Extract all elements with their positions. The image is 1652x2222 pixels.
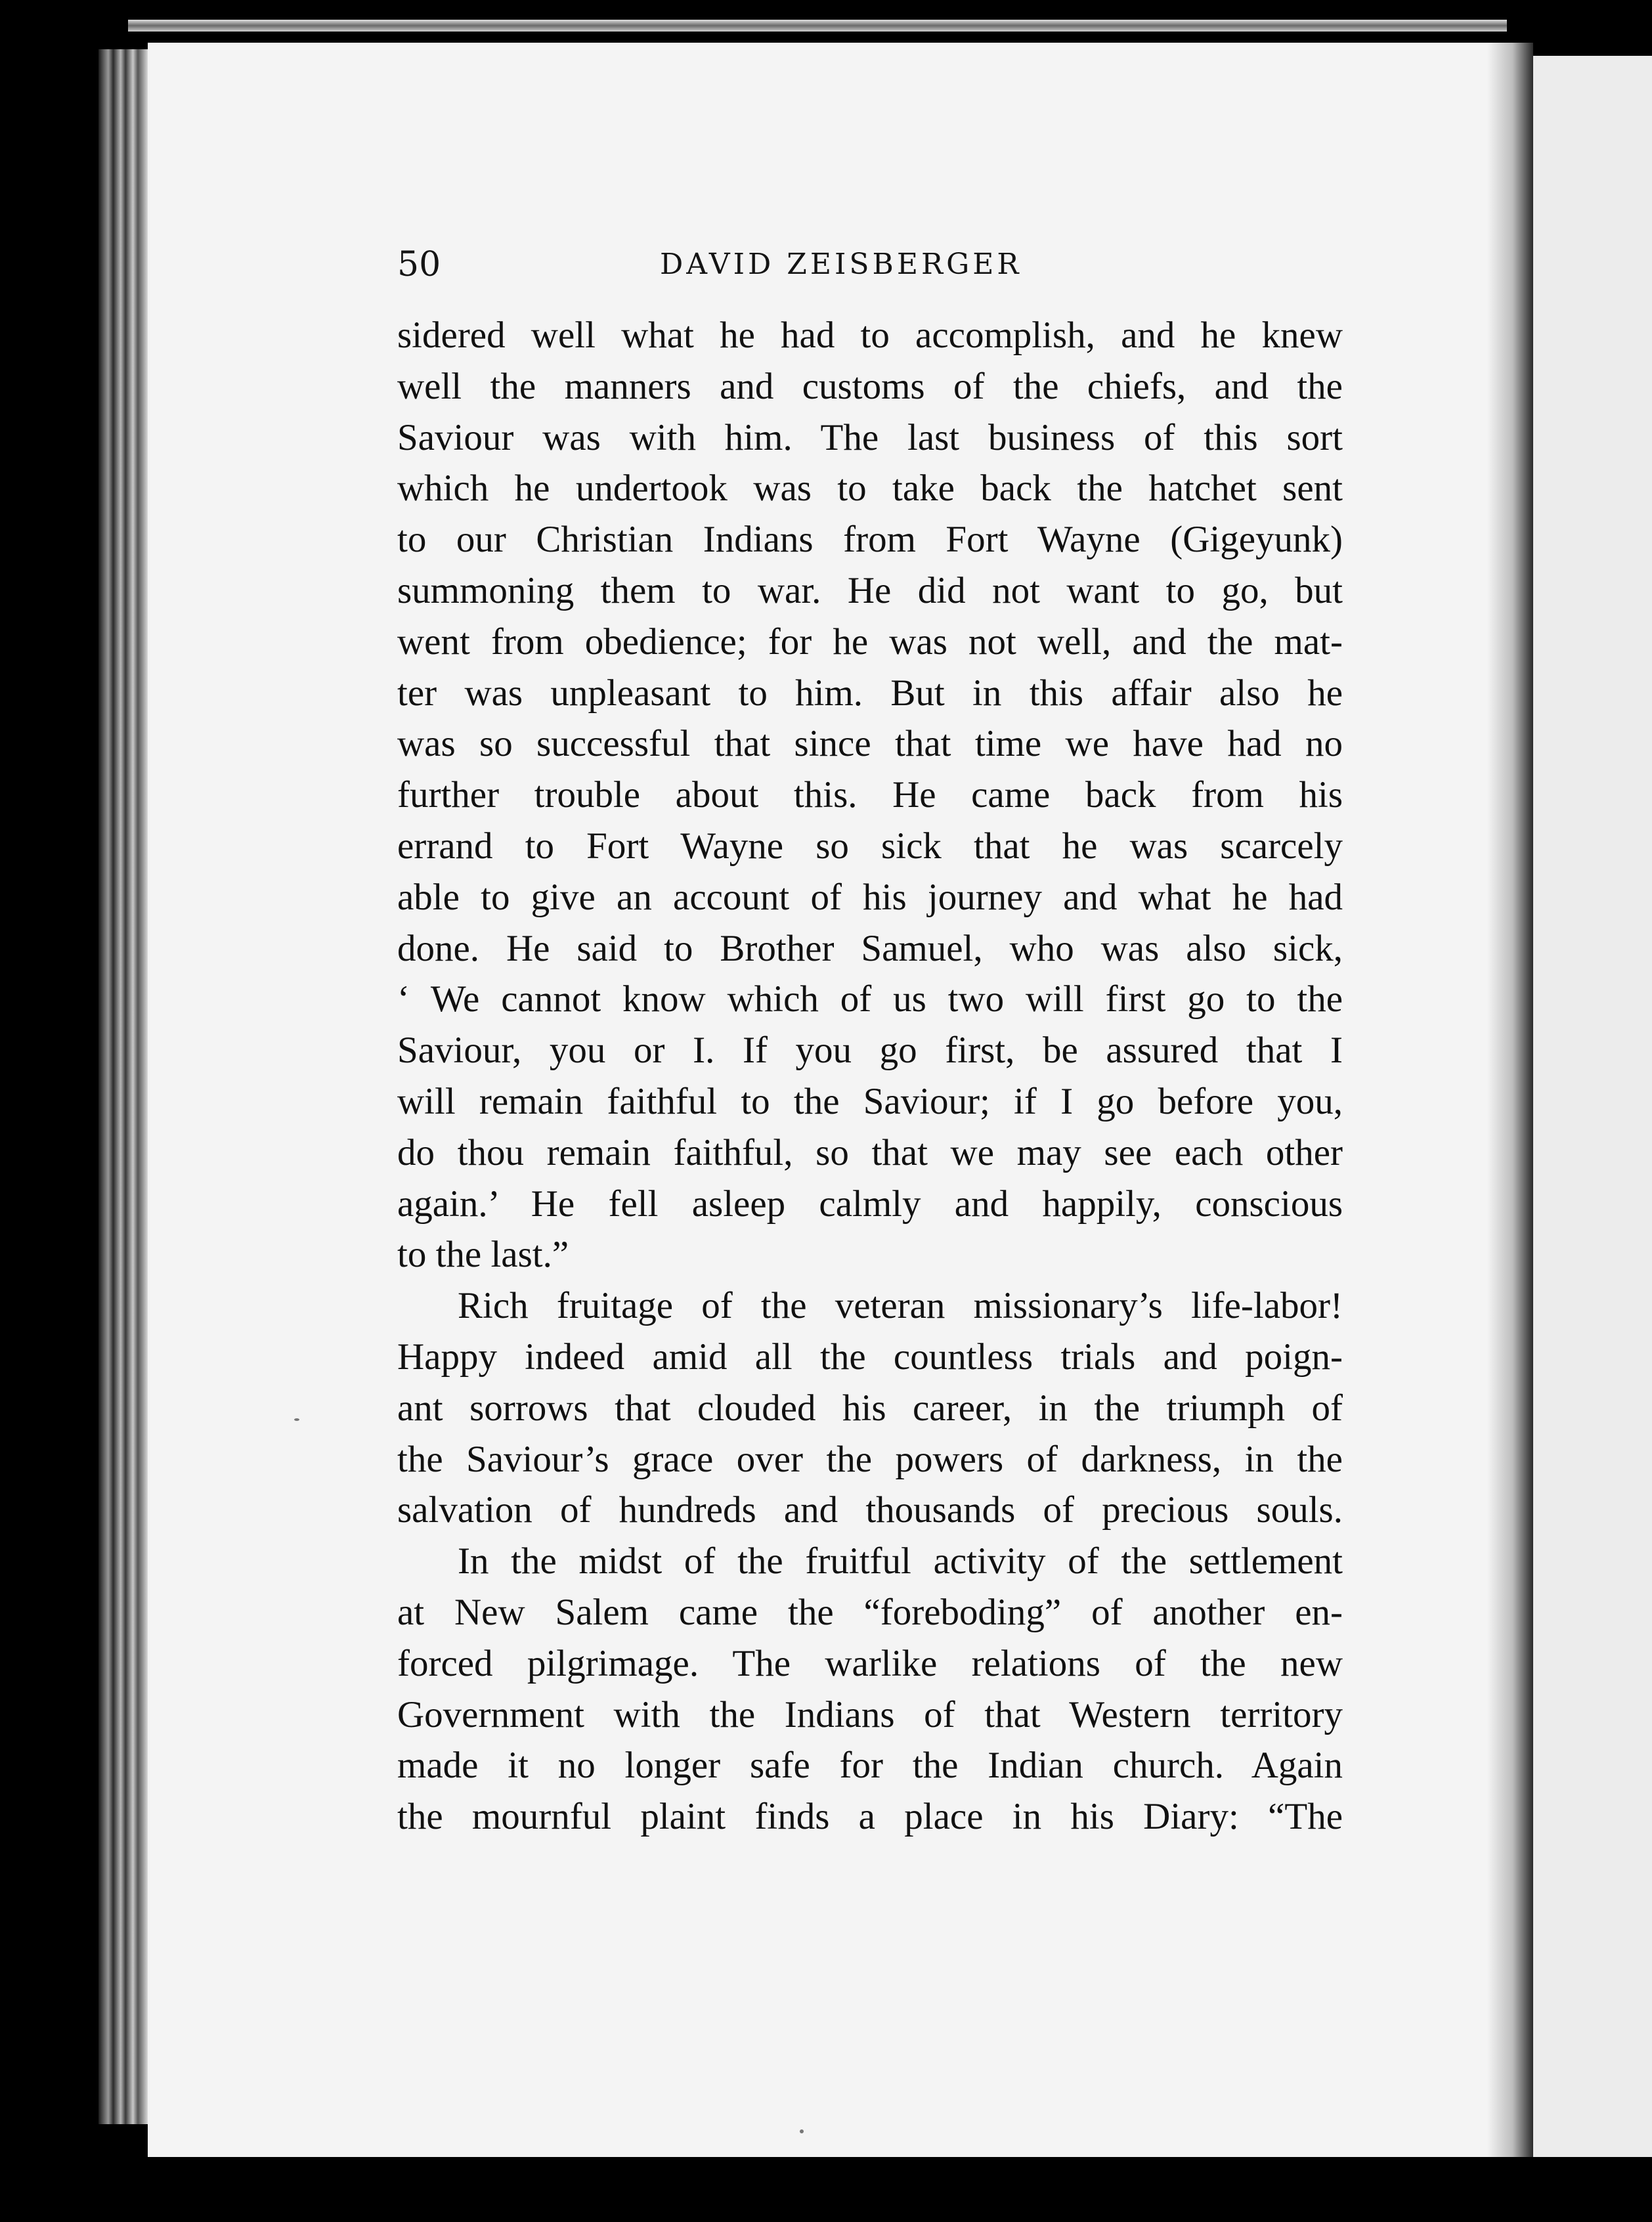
- text-line: salvation of hundreds and thousands of precious souls.: [397, 1489, 1343, 1531]
- text-line: able to give an account of his journey and what he had: [397, 876, 1343, 918]
- text-line: forced pilgrimage. The warlike relations of the new: [397, 1642, 1343, 1684]
- page-header: [397, 242, 1346, 288]
- text-line: was so successful that since that time we have had no: [397, 723, 1343, 765]
- text-line: to the last.”: [397, 1234, 569, 1276]
- text-line: do thou remain faithful, so that we may see each other: [397, 1131, 1343, 1173]
- text-line: again.’ He fell asleep calmly and happily, conscious: [397, 1183, 1343, 1225]
- text-line: ter was unpleasant to him. But in this affair also he: [397, 672, 1343, 714]
- print-speck: [294, 1418, 299, 1421]
- text-line: the mournful plaint finds a place in his Diary: “The: [397, 1796, 1343, 1838]
- text-line: Saviour was with him. The last business of this sort: [397, 416, 1343, 458]
- text-line: will remain faithful to the Saviour; if I go before you,: [397, 1080, 1343, 1122]
- text-line: went from obedience; for he was not well, and the mat-: [397, 621, 1343, 663]
- gutter-shadow: [1487, 43, 1533, 2157]
- text-line: In the midst of the fruitful activity of the settlement: [458, 1540, 1343, 1582]
- text-line: summoning them to war. He did not want to go, but: [397, 569, 1343, 611]
- text-line: Rich fruitage of the veteran missionary’s life-labor!: [458, 1285, 1343, 1327]
- text-line: at New Salem came the “foreboding” of another en-: [397, 1591, 1343, 1633]
- text-line: Government with the Indians of that Western territory: [397, 1693, 1343, 1735]
- print-speck: [800, 2129, 804, 2133]
- running-head: DAVID ZEISBERGER: [660, 248, 1022, 281]
- text-line: done. He said to Brother Samuel, who was also sick,: [397, 927, 1343, 969]
- text-line: to our Christian Indians from Fort Wayne (Gigeyunk): [397, 519, 1343, 561]
- text-line: ant sorrows that clouded his career, in the triumph of: [397, 1387, 1343, 1429]
- body-text: [397, 310, 1343, 1842]
- text-line: sidered well what he had to accomplish, and he knew: [397, 315, 1343, 356]
- text-line: the Saviour’s grace over the powers of darkness, in the: [397, 1438, 1343, 1480]
- facing-page-edge: [1533, 56, 1652, 2157]
- text-line: made it no longer safe for the Indian church. Again: [397, 1745, 1343, 1787]
- text-line: well the manners and customs of the chiefs, and the: [397, 365, 1343, 407]
- text-line: errand to Fort Wayne so sick that he was scarcely: [397, 825, 1343, 867]
- top-page-edge: [128, 20, 1507, 32]
- text-line: Happy indeed amid all the countless trials and poign-: [397, 1336, 1343, 1378]
- text-line: further trouble about this. He came back from his: [397, 774, 1343, 816]
- text-line: ‘ We cannot know which of us two will first go to the: [397, 978, 1343, 1020]
- text-line: Saviour, you or I. If you go first, be assured that I: [397, 1030, 1343, 1072]
- page-edge-stack: [98, 49, 148, 2124]
- text-line: which he undertook was to take back the hatchet sent: [397, 468, 1343, 510]
- page-number: 50: [397, 245, 441, 284]
